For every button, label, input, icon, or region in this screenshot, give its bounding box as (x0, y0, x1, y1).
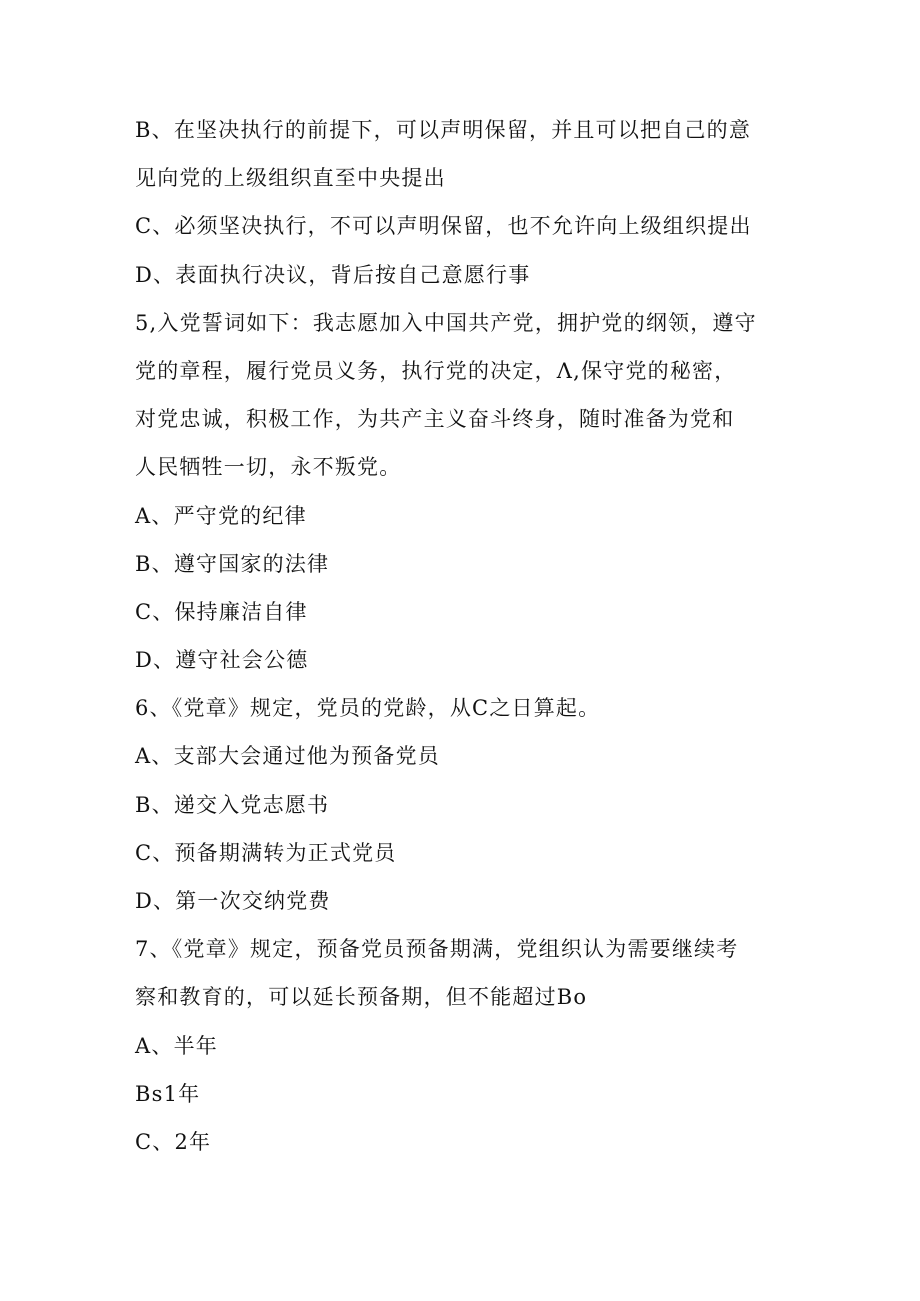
option-b-line-2: 见向党的上级组织直至中央提出 (135, 166, 446, 191)
question-5-option-b: B、遵守国家的法律 (135, 551, 330, 576)
question-5-line-3: 对党忠诚，积极工作，为共产主义奋斗终身，随时准备为党和 (135, 407, 735, 432)
question-6-option-a: A、支部大会通过他为预备党员 (135, 744, 440, 769)
question-5-option-a: A、严守党的纪律 (135, 503, 307, 528)
question-5-option-d: D、遵守社会公德 (135, 648, 309, 673)
question-7-option-b: Bs1年 (135, 1081, 201, 1106)
question-7-line-1: 7、《党章》规定，预备党员预备期满，党组织认为需要继续考 (135, 937, 739, 962)
question-7-line-2: 察和教育的，可以延长预备期，但不能超过Bo (135, 985, 588, 1010)
question-6: 6、《党章》规定，党员的党龄，从C之日算起。 (135, 696, 601, 721)
question-6-option-c: C、预备期满转为正式党员 (135, 840, 397, 865)
document-body (135, 106, 785, 1166)
question-5-option-c: C、保持廉洁自律 (135, 599, 308, 624)
question-5-line-1: 5,入党誓词如下：我志愿加入中国共产党，拥护党的纲领，遵守 (135, 310, 757, 335)
question-7-option-a: A、半年 (135, 1033, 218, 1058)
question-6-option-b: B、递交入党志愿书 (135, 792, 330, 817)
question-6-option-d: D、第一次交纳党费 (135, 889, 331, 913)
question-5-line-2: 党的章程，履行党员义务，执行党的决定，Λ,保守党的秘密， (135, 358, 737, 383)
question-5-line-4: 人民牺牲一切，永不叛党。 (135, 455, 402, 480)
option-b-line-1: B、在坚决执行的前提下，可以声明保留，并且可以把自己的意 (135, 118, 752, 142)
question-7-option-c: C、2年 (135, 1129, 212, 1154)
option-c: C、必须坚决执行，不可以声明保留，也不允许向上级组织提出 (135, 214, 752, 239)
option-d: D、表面执行决议，背后按自己意愿行事 (135, 262, 531, 287)
